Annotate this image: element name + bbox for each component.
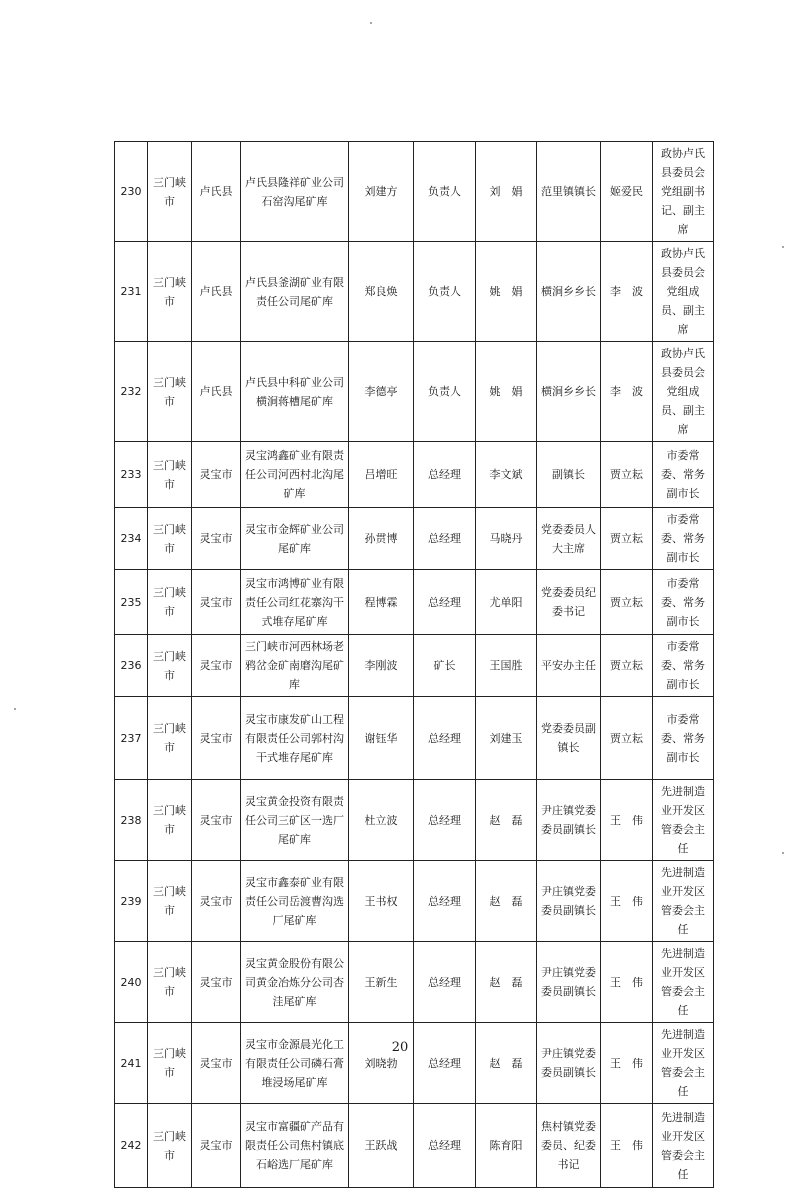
owner-title-cell: 负责人 bbox=[414, 242, 476, 342]
owner-name-cell: 李德亭 bbox=[349, 342, 414, 442]
county-cell: 灵宝市 bbox=[192, 570, 241, 635]
city-cell: 三门峡市 bbox=[148, 861, 192, 942]
town-title-cell: 横涧乡乡长 bbox=[537, 342, 601, 442]
town-leader-cell: 姚 娟 bbox=[476, 342, 537, 442]
table-row bbox=[115, 1023, 714, 1104]
row-number: 230 bbox=[115, 142, 148, 242]
town-title-cell: 尹庄镇党委委员副镇长 bbox=[537, 1023, 601, 1104]
town-leader-cell: 姚 娟 bbox=[476, 242, 537, 342]
city-cell: 三门峡市 bbox=[148, 635, 192, 697]
city-cell: 三门峡市 bbox=[148, 242, 192, 342]
table-row bbox=[115, 570, 714, 635]
row-number: 232 bbox=[115, 342, 148, 442]
table-row bbox=[115, 342, 714, 442]
county-title-cell: 政协卢氏县委员会党组成员、副主席 bbox=[653, 242, 714, 342]
town-title-cell: 尹庄镇党委委员副镇长 bbox=[537, 861, 601, 942]
county-title-cell: 先进制造业开发区管委会主任 bbox=[653, 780, 714, 861]
owner-name-cell: 郑良焕 bbox=[349, 242, 414, 342]
town-leader-cell: 马晓丹 bbox=[476, 508, 537, 570]
scan-speck bbox=[370, 22, 372, 24]
company-name-cell: 灵宝黄金股份有限公司黄金冶炼分公司杏洼尾矿库 bbox=[241, 942, 349, 1023]
city-cell: 三门峡市 bbox=[148, 942, 192, 1023]
county-leader-cell: 姬爱民 bbox=[601, 142, 653, 242]
county-cell: 卢氏县 bbox=[192, 142, 241, 242]
row-number: 233 bbox=[115, 442, 148, 508]
town-leader-cell: 赵 磊 bbox=[476, 861, 537, 942]
city-cell: 三门峡市 bbox=[148, 1023, 192, 1104]
owner-title-cell: 负责人 bbox=[414, 342, 476, 442]
county-leader-cell: 李 波 bbox=[601, 242, 653, 342]
owner-title-cell: 总经理 bbox=[414, 942, 476, 1023]
owner-title-cell: 矿长 bbox=[414, 635, 476, 697]
owner-title-cell: 负责人 bbox=[414, 142, 476, 242]
town-title-cell: 平安办主任 bbox=[537, 635, 601, 697]
row-number: 242 bbox=[115, 1104, 148, 1188]
owner-name-cell: 孙贯博 bbox=[349, 508, 414, 570]
owner-name-cell: 刘晓勃 bbox=[349, 1023, 414, 1104]
town-title-cell: 范里镇镇长 bbox=[537, 142, 601, 242]
county-title-cell: 政协卢氏县委员会党组副书记、副主席 bbox=[653, 142, 714, 242]
row-number: 240 bbox=[115, 942, 148, 1023]
owner-title-cell: 总经理 bbox=[414, 697, 476, 780]
city-cell: 三门峡市 bbox=[148, 442, 192, 508]
row-number: 241 bbox=[115, 1023, 148, 1104]
county-cell: 灵宝市 bbox=[192, 861, 241, 942]
city-cell: 三门峡市 bbox=[148, 697, 192, 780]
table-row bbox=[115, 635, 714, 697]
table-row bbox=[115, 942, 714, 1023]
town-leader-cell: 赵 磊 bbox=[476, 942, 537, 1023]
county-leader-cell: 贾立耘 bbox=[601, 697, 653, 780]
row-number: 234 bbox=[115, 508, 148, 570]
county-cell: 灵宝市 bbox=[192, 942, 241, 1023]
company-name-cell: 灵宝鸿鑫矿业有限责任公司河西村北沟尾矿库 bbox=[241, 442, 349, 508]
table-row bbox=[115, 697, 714, 780]
town-leader-cell: 李文斌 bbox=[476, 442, 537, 508]
town-leader-cell: 王国胜 bbox=[476, 635, 537, 697]
city-cell: 三门峡市 bbox=[148, 342, 192, 442]
company-name-cell: 三门峡市河西林场老鸦岔金矿南磨沟尾矿库 bbox=[241, 635, 349, 697]
town-leader-cell: 刘建玉 bbox=[476, 697, 537, 780]
town-title-cell: 副镇长 bbox=[537, 442, 601, 508]
county-leader-cell: 贾立耘 bbox=[601, 442, 653, 508]
city-cell: 三门峡市 bbox=[148, 780, 192, 861]
owner-name-cell: 刘建方 bbox=[349, 142, 414, 242]
county-title-cell: 先进制造业开发区管委会主任 bbox=[653, 861, 714, 942]
county-title-cell: 先进制造业开发区管委会主任 bbox=[653, 942, 714, 1023]
scan-speck bbox=[782, 246, 784, 248]
owner-name-cell: 王跃战 bbox=[349, 1104, 414, 1188]
table-row bbox=[115, 780, 714, 861]
owner-name-cell: 吕增旺 bbox=[349, 442, 414, 508]
county-title-cell: 先进制造业开发区管委会主任 bbox=[653, 1023, 714, 1104]
company-name-cell: 灵宝市鸿博矿业有限责任公司红花寨沟干式堆存尾矿库 bbox=[241, 570, 349, 635]
row-number: 236 bbox=[115, 635, 148, 697]
town-title-cell: 党委委员人大主席 bbox=[537, 508, 601, 570]
county-leader-cell: 贾立耘 bbox=[601, 635, 653, 697]
county-leader-cell: 王 伟 bbox=[601, 1023, 653, 1104]
county-leader-cell: 王 伟 bbox=[601, 861, 653, 942]
tailings-responsibility-table bbox=[114, 141, 714, 1188]
page-number: 20 bbox=[391, 1040, 409, 1055]
county-leader-cell: 王 伟 bbox=[601, 780, 653, 861]
county-leader-cell: 李 波 bbox=[601, 342, 653, 442]
town-title-cell: 焦村镇党委委员、纪委书记 bbox=[537, 1104, 601, 1188]
table-row bbox=[115, 1104, 714, 1188]
owner-title-cell: 总经理 bbox=[414, 1104, 476, 1188]
table-row bbox=[115, 142, 714, 242]
company-name-cell: 灵宝市鑫泰矿业有限责任公司岳渡曹沟选厂尾矿库 bbox=[241, 861, 349, 942]
responsibility-table-container bbox=[114, 141, 713, 1188]
county-title-cell: 市委常委、常务副市长 bbox=[653, 570, 714, 635]
owner-name-cell: 程博霖 bbox=[349, 570, 414, 635]
row-number: 238 bbox=[115, 780, 148, 861]
county-title-cell: 市委常委、常务副市长 bbox=[653, 442, 714, 508]
company-name-cell: 卢氏县中科矿业公司横涧蒋槽尾矿库 bbox=[241, 342, 349, 442]
owner-title-cell: 总经理 bbox=[414, 508, 476, 570]
town-title-cell: 尹庄镇党委委员副镇长 bbox=[537, 780, 601, 861]
town-leader-cell: 刘 娟 bbox=[476, 142, 537, 242]
company-name-cell: 灵宝市金源晨光化工有限责任公司磷石膏堆浸场尾矿库 bbox=[241, 1023, 349, 1104]
city-cell: 三门峡市 bbox=[148, 1104, 192, 1188]
owner-title-cell: 总经理 bbox=[414, 570, 476, 635]
owner-name-cell: 王书权 bbox=[349, 861, 414, 942]
table-row bbox=[115, 442, 714, 508]
town-title-cell: 尹庄镇党委委员副镇长 bbox=[537, 942, 601, 1023]
company-name-cell: 灵宝黄金投资有限责任公司三矿区一选厂尾矿库 bbox=[241, 780, 349, 861]
county-title-cell: 先进制造业开发区管委会主任 bbox=[653, 1104, 714, 1188]
table-row bbox=[115, 861, 714, 942]
county-leader-cell: 王 伟 bbox=[601, 942, 653, 1023]
county-cell: 卢氏县 bbox=[192, 242, 241, 342]
owner-title-cell: 总经理 bbox=[414, 442, 476, 508]
owner-name-cell: 杜立波 bbox=[349, 780, 414, 861]
company-name-cell: 卢氏县隆祥矿业公司石窑沟尾矿库 bbox=[241, 142, 349, 242]
company-name-cell: 灵宝市金辉矿业公司尾矿库 bbox=[241, 508, 349, 570]
company-name-cell: 卢氏县釜湖矿业有限责任公司尾矿库 bbox=[241, 242, 349, 342]
county-cell: 灵宝市 bbox=[192, 442, 241, 508]
company-name-cell: 灵宝市康发矿山工程有限责任公司郭村沟干式堆存尾矿库 bbox=[241, 697, 349, 780]
city-cell: 三门峡市 bbox=[148, 142, 192, 242]
county-cell: 卢氏县 bbox=[192, 342, 241, 442]
owner-name-cell: 王新生 bbox=[349, 942, 414, 1023]
county-leader-cell: 王 伟 bbox=[601, 1104, 653, 1188]
county-cell: 灵宝市 bbox=[192, 1023, 241, 1104]
company-name-cell: 灵宝市富疆矿产品有限责任公司焦村镇底石峪选厂尾矿库 bbox=[241, 1104, 349, 1188]
row-number: 231 bbox=[115, 242, 148, 342]
scan-speck bbox=[14, 708, 16, 710]
county-title-cell: 政协卢氏县委员会党组成员、副主席 bbox=[653, 342, 714, 442]
owner-title-cell: 总经理 bbox=[414, 861, 476, 942]
scan-speck bbox=[782, 852, 784, 854]
owner-title-cell: 总经理 bbox=[414, 780, 476, 861]
table-row bbox=[115, 508, 714, 570]
county-cell: 灵宝市 bbox=[192, 780, 241, 861]
owner-name-cell: 谢钰华 bbox=[349, 697, 414, 780]
city-cell: 三门峡市 bbox=[148, 570, 192, 635]
town-title-cell: 党委委员副镇长 bbox=[537, 697, 601, 780]
county-leader-cell: 贾立耘 bbox=[601, 570, 653, 635]
town-leader-cell: 赵 磊 bbox=[476, 780, 537, 861]
county-cell: 灵宝市 bbox=[192, 635, 241, 697]
town-leader-cell: 尤单阳 bbox=[476, 570, 537, 635]
town-leader-cell: 赵 磊 bbox=[476, 1023, 537, 1104]
town-leader-cell: 陈育阳 bbox=[476, 1104, 537, 1188]
county-title-cell: 市委常委、常务副市长 bbox=[653, 635, 714, 697]
county-cell: 灵宝市 bbox=[192, 508, 241, 570]
owner-title-cell: 总经理 bbox=[414, 1023, 476, 1104]
county-cell: 灵宝市 bbox=[192, 697, 241, 780]
city-cell: 三门峡市 bbox=[148, 508, 192, 570]
county-title-cell: 市委常委、常务副市长 bbox=[653, 697, 714, 780]
table-row bbox=[115, 242, 714, 342]
row-number: 239 bbox=[115, 861, 148, 942]
owner-name-cell: 李刚波 bbox=[349, 635, 414, 697]
county-cell: 灵宝市 bbox=[192, 1104, 241, 1188]
town-title-cell: 党委委员纪委书记 bbox=[537, 570, 601, 635]
town-title-cell: 横涧乡乡长 bbox=[537, 242, 601, 342]
table-body bbox=[115, 142, 714, 1188]
row-number: 237 bbox=[115, 697, 148, 780]
county-leader-cell: 贾立耘 bbox=[601, 508, 653, 570]
county-title-cell: 市委常委、常务副市长 bbox=[653, 508, 714, 570]
row-number: 235 bbox=[115, 570, 148, 635]
